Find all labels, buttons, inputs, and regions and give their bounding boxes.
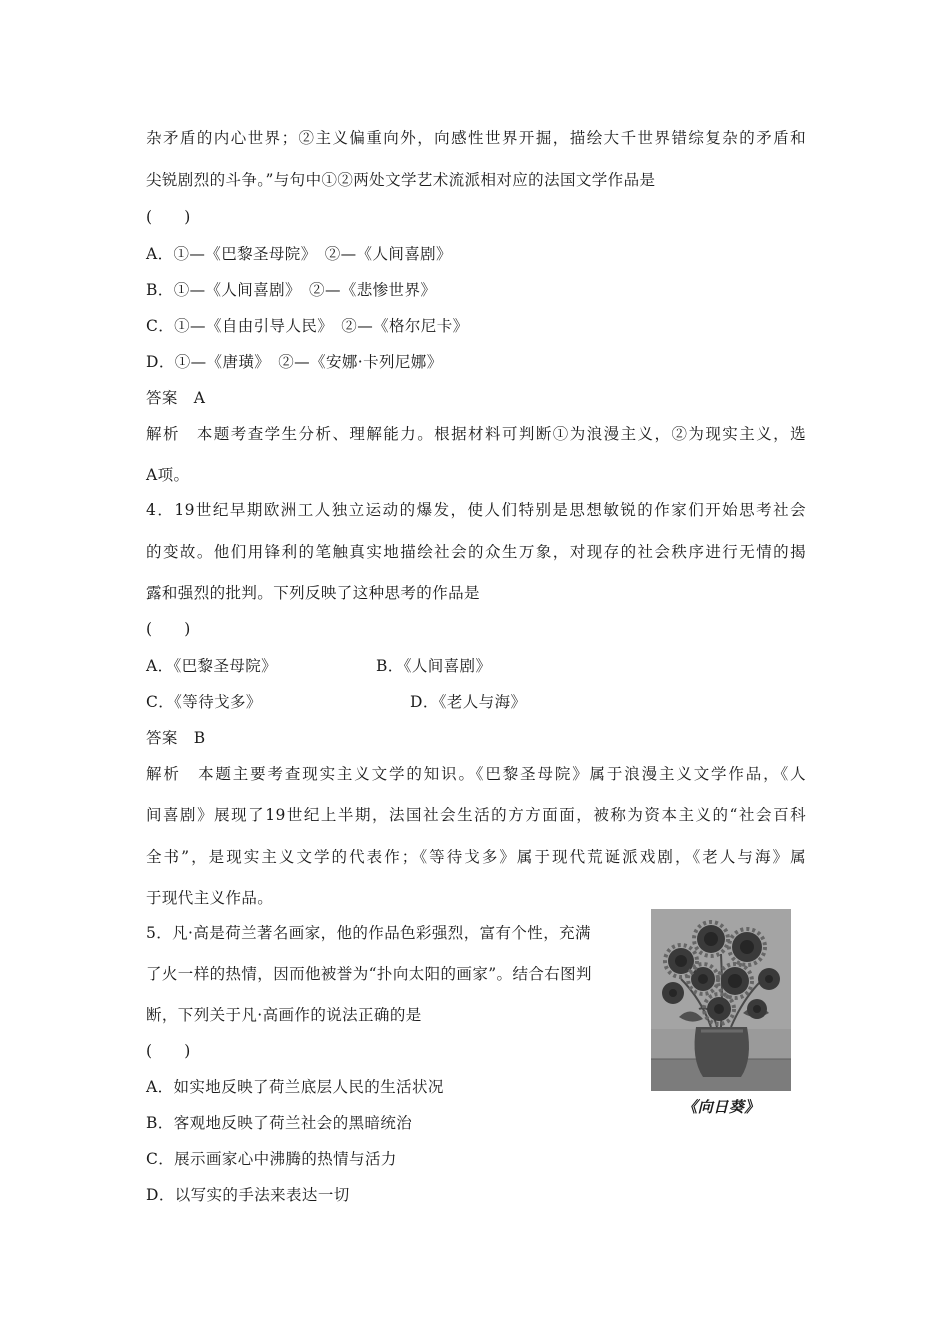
sunflowers-painting-image bbox=[651, 909, 791, 1091]
q4-analysis-line3: 全书”，是现实主义文学的代表作；《等待戈多》属于现代荒诞派戏剧，《老人与海》属 bbox=[146, 848, 806, 866]
q4-text-line3: 露和强烈的批判。下列反映了这种思考的作品是 bbox=[146, 584, 480, 602]
painting-caption: 《向日葵》 bbox=[682, 1098, 760, 1116]
q4-text-line2: 的变故。他们用锋利的笔触真实地描绘社会的众生万象，对现存的社会秩序进行无情的揭 bbox=[146, 543, 806, 561]
q3-option-d: D．①—《唐璜》 ②—《安娜·卡列尼娜》 bbox=[146, 353, 443, 371]
q4-analysis-line2: 间喜剧》展现了19世纪上半期，法国社会生活的方方面面，被称为资本主义的“社会百科 bbox=[146, 806, 806, 824]
q3-text-line1: 杂矛盾的内心世界；②主义偏重向外，向感性世界开掘，描绘大千世界错综复杂的矛盾和 bbox=[146, 129, 806, 147]
q3-analysis-line2: A项。 bbox=[146, 466, 190, 484]
q4-analysis-line1: 解析 本题主要考查现实主义文学的知识。《巴黎圣母院》属于浪漫主义文学作品，《人 bbox=[146, 765, 806, 783]
q3-option-c: C．①—《自由引导人民》 ②—《格尔尼卡》 bbox=[146, 317, 469, 335]
q4-analysis-line4: 于现代主义作品。 bbox=[146, 889, 274, 907]
q3-option-b: B．①—《人间喜剧》 ②—《悲惨世界》 bbox=[146, 281, 437, 299]
q5-option-d: D．以写实的手法来表达一切 bbox=[146, 1186, 350, 1204]
q3-text-line2: 尖锐剧烈的斗争。”与句中①②两处文学艺术流派相对应的法国文学作品是 bbox=[146, 171, 656, 189]
q3-answer: 答案 A bbox=[146, 389, 206, 407]
q4-option-a: A．《巴黎圣母院》 bbox=[146, 657, 278, 675]
q4-option-b: B．《人间喜剧》 bbox=[376, 657, 492, 675]
q5-option-a: A．如实地反映了荷兰底层人民的生活状况 bbox=[146, 1078, 444, 1096]
q5-text-line1: 5．凡·高是荷兰著名画家，他的作品色彩强烈，富有个性，充满 bbox=[146, 924, 591, 942]
q5-text-line3: 断，下列关于凡·高画作的说法正确的是 bbox=[146, 1006, 422, 1024]
q4-option-c: C．《等待戈多》 bbox=[146, 693, 262, 711]
q3-option-a: A．①—《巴黎圣母院》 ②—《人间喜剧》 bbox=[146, 245, 452, 263]
q5-option-c: C．展示画家心中沸腾的热情与活力 bbox=[146, 1150, 397, 1168]
q4-text-line1: 4．19世纪早期欧洲工人独立运动的爆发，使人们特别是思想敏锐的作家们开始思考社会 bbox=[146, 501, 806, 519]
q4-answer-bracket: ( ) bbox=[146, 620, 191, 638]
q5-option-b: B．客观地反映了荷兰社会的黑暗统治 bbox=[146, 1114, 413, 1132]
q4-option-d: D．《老人与海》 bbox=[410, 693, 527, 711]
q5-answer-bracket: ( ) bbox=[146, 1042, 191, 1060]
q3-answer-bracket: ( ) bbox=[146, 208, 191, 226]
q3-analysis-line1: 解析 本题考查学生分析、理解能力。根据材料可判断①为浪漫主义，②为现实主义，选 bbox=[146, 425, 806, 443]
q4-answer: 答案 B bbox=[146, 729, 206, 747]
q5-text-line2: 了火一样的热情，因而他被誉为“扑向太阳的画家”。结合右图判 bbox=[146, 965, 592, 983]
